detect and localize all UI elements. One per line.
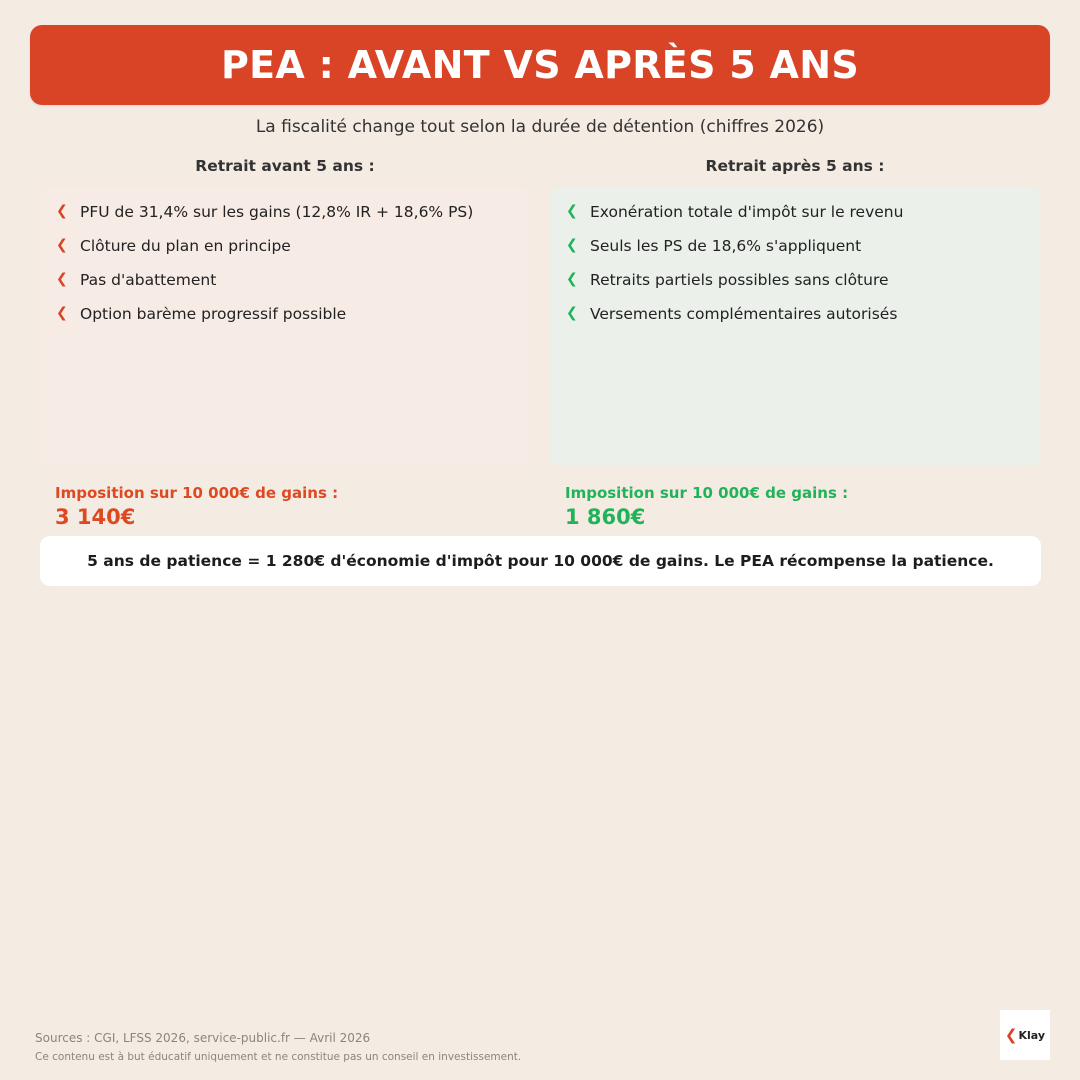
right-tax-label: Imposition sur 10 000€ de gains : — [565, 484, 849, 502]
list-item — [566, 201, 1024, 235]
chevron-left-icon: ❮ — [56, 237, 68, 253]
list-item — [56, 303, 514, 337]
chevron-left-icon: ❮ — [566, 271, 578, 287]
list-item-text: Seuls les PS de 18,6% s'appliquent — [590, 237, 862, 255]
klay-chevron-icon: ❮ — [1004, 1025, 1018, 1044]
sources-note: Sources : CGI, LFSS 2026, service-public.fr — Avril 2026 — [35, 1031, 371, 1045]
chevron-left-icon: ❮ — [566, 237, 578, 253]
chevron-left-icon: ❮ — [56, 203, 68, 219]
page-subtitle: La fiscalité change tout selon la durée de détention (chiffres 2026) — [255, 117, 825, 137]
list-item — [56, 235, 514, 269]
left-tax-amount: 3 140€ — [55, 505, 136, 529]
title-banner — [30, 25, 1050, 105]
left-column-heading: Retrait avant 5 ans : — [195, 157, 375, 175]
list-item — [56, 201, 514, 235]
before-5-years-panel — [40, 187, 530, 466]
list-item-text: PFU de 31,4% sur les gains (12,8% IR + 18,6% PS) — [80, 203, 474, 221]
logo-text: Klay — [1018, 1028, 1046, 1042]
left-tax-label: Imposition sur 10 000€ de gains : — [55, 484, 339, 502]
list-item — [56, 269, 514, 303]
list-item-text: Exonération totale d'impôt sur le revenu — [590, 203, 904, 221]
list-item-text: Clôture du plan en principe — [80, 237, 291, 255]
list-item-text: Pas d'abattement — [80, 271, 217, 289]
disclaimer-note: Ce contenu est à but éducatif uniquement et ne constitue pas un conseil en investissement. — [35, 1051, 522, 1063]
right-tax-amount: 1 860€ — [565, 505, 646, 529]
right-column-heading: Retrait après 5 ans : — [705, 157, 885, 175]
list-item — [566, 235, 1024, 269]
list-item — [566, 303, 1024, 337]
list-item — [566, 269, 1024, 303]
page-title: PEA : AVANT VS APRÈS 5 ANS — [220, 43, 860, 87]
list-item-text: Retraits partiels possibles sans clôture — [590, 271, 889, 289]
klay-logo — [1000, 1010, 1050, 1060]
after-5-years-panel — [550, 187, 1040, 466]
list-item-text: Option barème progressif possible — [80, 305, 347, 323]
chevron-left-icon: ❮ — [566, 203, 578, 219]
list-item-text: Versements complémentaires autorisés — [590, 305, 898, 323]
summary-banner: 5 ans de patience = 1 280€ d'économie d'impôt pour 10 000€ de gains. Le PEA récompense la patience. — [40, 536, 1041, 586]
chevron-left-icon: ❮ — [56, 271, 68, 287]
chevron-left-icon: ❮ — [566, 305, 578, 321]
chevron-left-icon: ❮ — [56, 305, 68, 321]
